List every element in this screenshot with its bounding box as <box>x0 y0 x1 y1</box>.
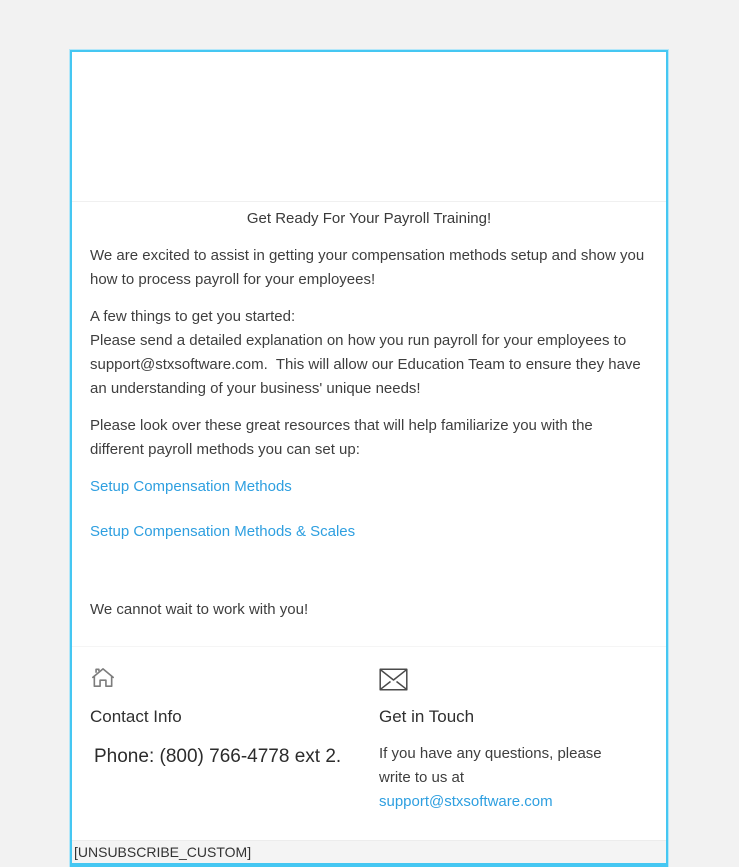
contact-phone: Phone: (800) 766-4778 ext 2. <box>94 746 342 767</box>
paragraph-resources: Please look over these great resources that will help familiarize you with the different payroll methods you can set up: <box>90 417 593 458</box>
unsubscribe-merge-tag[interactable]: [UNSUBSCRIBE_CUSTOM] <box>72 840 666 863</box>
paragraph-closing: We cannot wait to work with you! <box>90 601 309 618</box>
home-icon <box>90 657 359 691</box>
email-template-frame[interactable] <box>70 50 668 867</box>
paragraph-getting-started <box>90 305 648 401</box>
link-setup-compensation-methods-scales[interactable]: Setup Compensation Methods & Scales <box>90 523 356 540</box>
get-in-touch-text <box>379 742 629 814</box>
email-title: Get Ready For Your Payroll Training! <box>246 210 492 227</box>
paragraph-intro: We are excited to assist in getting your compensation methods setup and show you how to process payroll for your employees! <box>90 247 645 288</box>
support-email-link[interactable]: support@stxsoftware.com <box>379 793 553 810</box>
blank-spacer <box>90 554 648 578</box>
email-body <box>72 244 666 622</box>
get-in-touch-column <box>369 657 666 814</box>
link-row <box>90 475 648 499</box>
header-image-placeholder[interactable] <box>72 52 666 202</box>
contact-info-column <box>72 657 369 814</box>
getting-started-line: A few things to get you started: <box>90 308 296 325</box>
envelope-icon <box>379 657 652 691</box>
getting-started-detail: Please send a detailed explanation on how you run payroll for your employees to support@stxsoftware.com. This will allow our Education Team to ensure they have an understanding of your business' unique needs! <box>90 332 645 397</box>
email-footer <box>72 646 666 840</box>
contact-info-heading: Contact Info <box>90 707 182 726</box>
get-in-touch-message: If you have any questions, please write to us at <box>379 745 602 786</box>
link-setup-compensation-methods[interactable]: Setup Compensation Methods <box>90 478 292 495</box>
link-row <box>90 520 648 544</box>
get-in-touch-heading: Get in Touch <box>379 707 475 726</box>
